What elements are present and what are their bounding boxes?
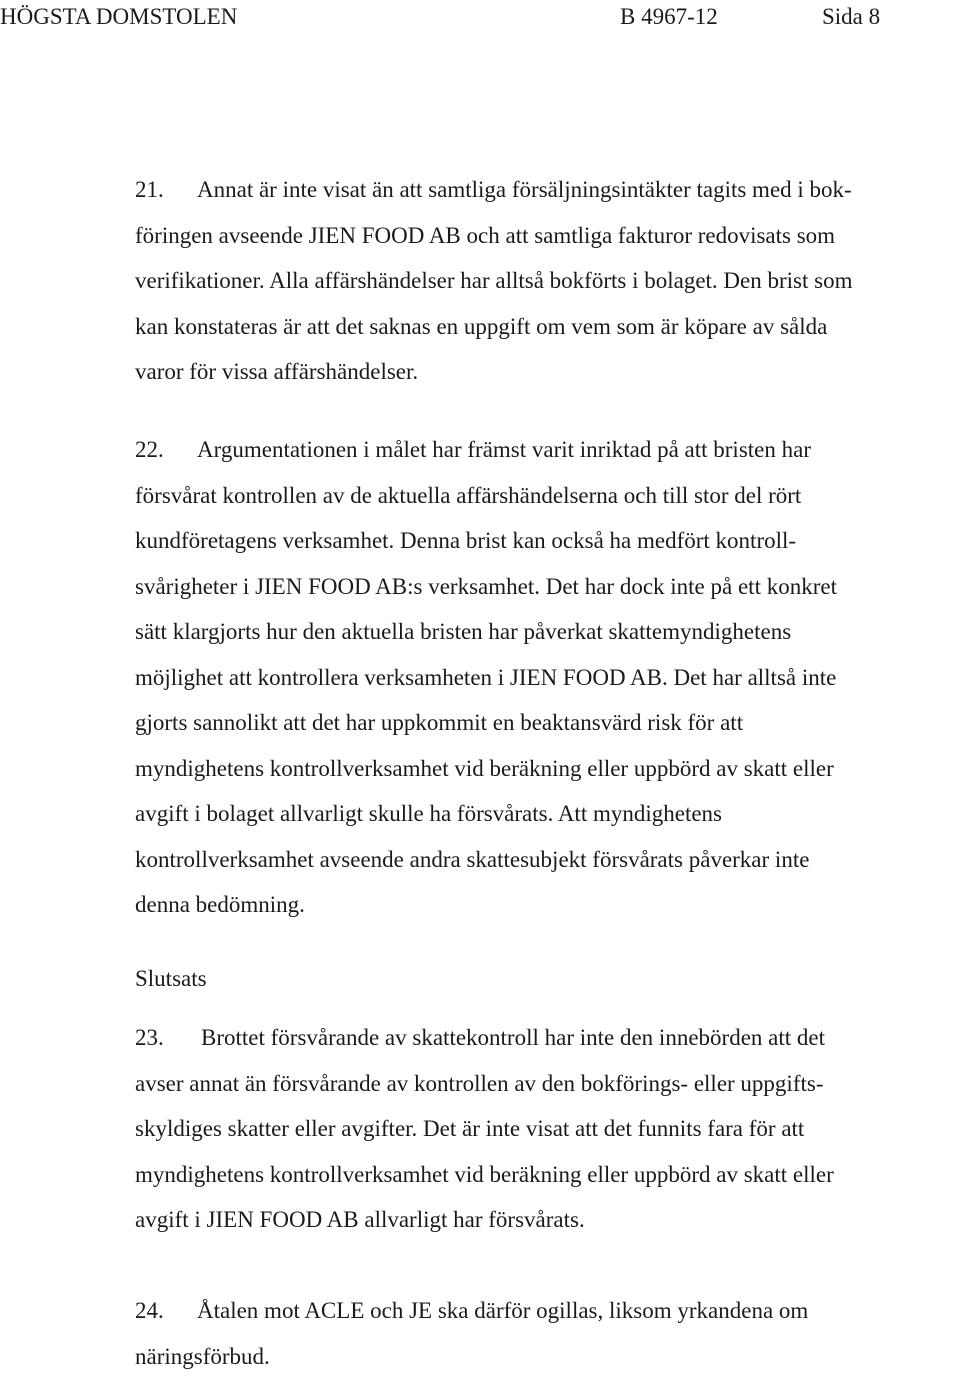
paragraph-text: Åtalen mot ACLE och JE ska därför ogillas, liksom yrkandena om [197, 1298, 808, 1323]
paragraph-line: skyldiges skatter eller avgifter. Det är inte visat att det funnits fara för att [135, 1106, 935, 1152]
page-number: Sida 8 [822, 1, 880, 33]
paragraph-line: avser annat än försvårande av kontrollen av den bokförings- eller uppgifts- [135, 1061, 935, 1107]
paragraph-text: Argumentationen i målet har främst varit inriktad på att bristen har [197, 437, 811, 462]
paragraph-line: denna bedömning. [135, 882, 935, 928]
paragraph-line: verifikationer. Alla affärshändelser har alltså bokförts i bolaget. Den brist som [135, 258, 935, 304]
page-header [0, 1, 960, 33]
paragraph-23 [135, 1015, 935, 1243]
paragraph-number: 23. [135, 1015, 201, 1061]
paragraph-line: kontrollverksamhet avseende andra skattesubjekt försvårats påverkar inte [135, 837, 935, 883]
paragraph-line: kan konstateras är att det saknas en uppgift om vem som är köpare av sålda [135, 304, 935, 350]
paragraph-line: näringsförbud. [135, 1334, 935, 1379]
paragraph-line: försvårat kontrollen av de aktuella affärshändelserna och till stor del rört [135, 473, 935, 519]
paragraph-line: varor för vissa affärshändelser. [135, 349, 935, 395]
paragraph-line: gjorts sannolikt att det har uppkommit en beaktansvärd risk för att [135, 700, 935, 746]
paragraph-text: Brottet försvårande av skattekontroll har inte den innebörden att det [201, 1025, 825, 1050]
paragraph-line [135, 1288, 935, 1334]
paragraph-line [135, 167, 935, 213]
paragraph-number: 21. [135, 167, 197, 213]
paragraph-line: sätt klargjorts hur den aktuella bristen har påverkat skattemyndighetens [135, 609, 935, 655]
section-heading: Slutsats [135, 959, 207, 999]
paragraph-21 [135, 167, 935, 395]
paragraph-line: avgift i JIEN FOOD AB allvarligt har försvårats. [135, 1197, 935, 1243]
paragraph-number: 24. [135, 1288, 197, 1334]
paragraph-line [135, 1015, 935, 1061]
paragraph-line: möjlighet att kontrollera verksamheten i JIEN FOOD AB. Det har alltså inte [135, 655, 935, 701]
paragraph-text: Annat är inte visat än att samtliga försäljningsintäkter tagits med i bok- [197, 177, 852, 202]
paragraph-line: myndighetens kontrollverksamhet vid beräkning eller uppbörd av skatt eller [135, 1152, 935, 1198]
paragraph-line [135, 427, 935, 473]
paragraph-line: avgift i bolaget allvarligt skulle ha försvårats. Att myndighetens [135, 791, 935, 837]
court-name: HÖGSTA DOMSTOLEN [0, 1, 237, 33]
paragraph-line: svårigheter i JIEN FOOD AB:s verksamhet. Det har dock inte på ett konkret [135, 564, 935, 610]
paragraph-line: föringen avseende JIEN FOOD AB och att samtliga fakturor redovisats som [135, 213, 935, 259]
case-number: B 4967-12 [620, 1, 718, 33]
paragraph-24 [135, 1288, 935, 1379]
paragraph-line: kundföretagens verksamhet. Denna brist kan också ha medfört kontroll- [135, 518, 935, 564]
paragraph-number: 22. [135, 427, 197, 473]
paragraph-line: myndighetens kontrollverksamhet vid beräkning eller uppbörd av skatt eller [135, 746, 935, 792]
paragraph-22 [135, 427, 935, 928]
